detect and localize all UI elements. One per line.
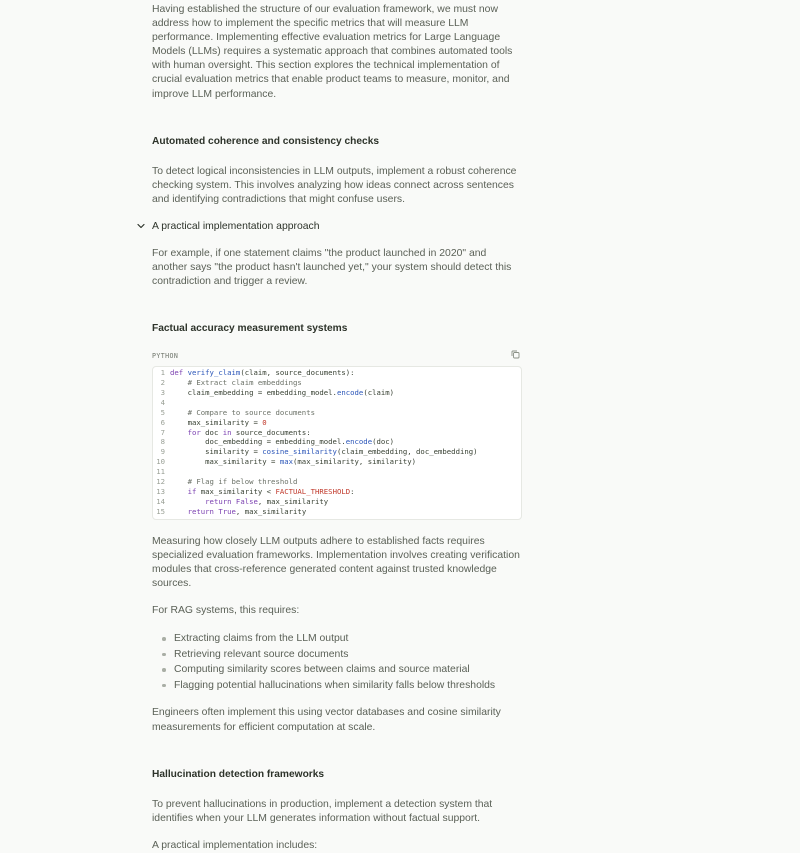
code-text: def verify_claim(claim, source_documents):: [170, 368, 355, 378]
coherence-paragraph: To detect logical inconsistencies in LLM outputs, implement a robust coherence checking system. This involves analyzing how ideas connect across sentences and identifying contradictions that might confuse users.: [152, 165, 517, 205]
code-line: [153, 497, 521, 507]
code-text: # Flag if below threshold: [187, 477, 298, 487]
code-text: # Extract claim embeddings: [187, 378, 302, 388]
factual-heading: Factual accuracy measurement systems: [152, 323, 348, 335]
includes-paragraph: A practical implementation includes:: [152, 839, 318, 851]
toggle-label: A practical implementation approach: [152, 220, 320, 232]
list-item: Extracting claims from the LLM output: [152, 631, 524, 647]
line-number: 15: [156, 506, 165, 516]
code-text: max_similarity = 0: [170, 417, 267, 427]
code-text: # Compare to source documents: [187, 407, 315, 417]
code-line: [153, 398, 521, 408]
line-number: 13: [156, 486, 165, 496]
line-number: 11: [156, 467, 165, 477]
code-text: doc_embedding = embedding_model.encode(doc): [170, 437, 395, 447]
code-text: max_similarity = max(max_similarity, similarity): [170, 457, 417, 467]
rag-steps-list: [152, 631, 524, 693]
code-line: [153, 388, 521, 398]
code-text: return True, max_similarity: [187, 506, 307, 516]
factual-paragraph: Measuring how closely LLM outputs adhere to established facts requires specialized evaluation frameworks. Implementation involves creating verification modules that cross-reference generated content against trusted knowledge sources.: [152, 535, 520, 589]
code-text: similarity = cosine_similarity(claim_embedding, doc_embedding): [170, 447, 478, 457]
hallucination-paragraph: To prevent hallucinations in production, implement a detection system that identifies when your LLM generates information without factual support.: [152, 798, 493, 824]
code-header: [152, 349, 524, 361]
code-line: [153, 477, 521, 487]
rag-intro: For RAG systems, this requires:: [152, 604, 300, 616]
article: [152, 0, 524, 853]
line-number: 14: [156, 496, 165, 506]
code-text: claim_embedding = embedding_model.encode(claim): [170, 388, 395, 397]
line-number: 6: [160, 417, 165, 427]
code-text: for doc in source_documents:: [187, 427, 311, 437]
implementation-toggle[interactable]: [152, 220, 524, 234]
code-line: [153, 507, 521, 517]
line-number: 8: [160, 437, 165, 447]
engineers-paragraph: Engineers often implement this using vector databases and cosine similarity measurements for efficient computation at scale.: [152, 707, 501, 733]
code-line: [153, 368, 521, 378]
copy-icon[interactable]: [511, 350, 520, 359]
coherence-heading: Automated coherence and consistency checks: [152, 135, 380, 147]
code-line: [153, 408, 521, 418]
line-number: 2: [160, 378, 165, 388]
intro-paragraph: Having established the structure of our evaluation framework, we must now address how to implement the specific metrics that will measure LLM performance. Implementing effective evaluation metrics for Large Language Models (LLMs) requires a systematic approach that combines automated tools with human oversight. This section explores the technical implementation of crucial evaluation metrics that enable product teams to measure, monitor, and improve LLM performance.: [152, 4, 513, 100]
list-item: Retrieving relevant source documents: [152, 647, 524, 663]
code-line: [153, 447, 521, 457]
list-item: Computing similarity scores between claims and source material: [152, 662, 524, 678]
code-block: [152, 366, 522, 519]
line-number: 12: [156, 477, 165, 487]
line-number: 1: [160, 368, 165, 378]
code-line: [153, 467, 521, 477]
code-text: if max_similarity < FACTUAL_THRESHOLD:: [187, 486, 355, 496]
line-number: 4: [160, 397, 165, 407]
line-number: 3: [160, 388, 165, 397]
code-line: [153, 487, 521, 497]
line-number: 9: [160, 447, 165, 457]
chevron-down-icon: [136, 221, 146, 231]
code-language-label: PYTHON: [152, 352, 179, 361]
line-number: 7: [160, 427, 165, 437]
code-line: [153, 428, 521, 438]
line-number: 10: [156, 457, 165, 467]
code-line: [153, 378, 521, 388]
code-text: return False, max_similarity: [205, 496, 329, 506]
code-line: [153, 457, 521, 467]
hallucination-heading: Hallucination detection frameworks: [152, 768, 325, 780]
code-line: [153, 437, 521, 447]
list-item: Flagging potential hallucinations when similarity falls below thresholds: [152, 678, 524, 694]
code-line: [153, 418, 521, 428]
line-number: 5: [160, 407, 165, 417]
toggle-paragraph: For example, if one statement claims "the product launched in 2020" and another says "the product hasn't launched yet," your system should detect this contradiction and trigger a review.: [152, 247, 512, 288]
